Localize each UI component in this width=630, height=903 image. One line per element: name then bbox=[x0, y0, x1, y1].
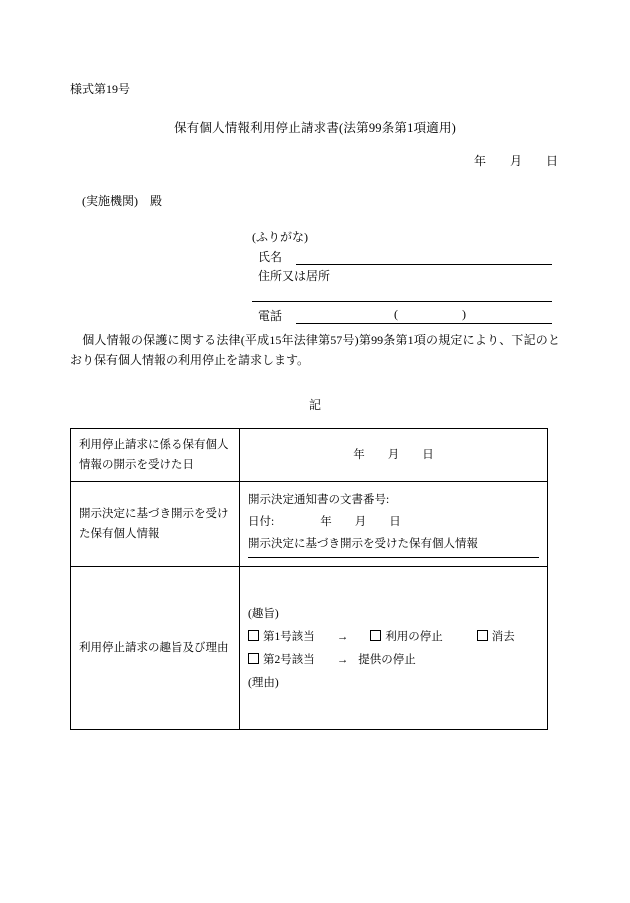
row2-write-rule bbox=[248, 556, 539, 558]
option2-choice1: 提供の停止 bbox=[358, 653, 416, 666]
address-rule bbox=[252, 301, 552, 302]
name-field-row bbox=[252, 248, 552, 267]
page-title: 保有個人情報利用停止請求書(法第99条第1項適用) bbox=[173, 121, 457, 135]
ki-mark: 記 bbox=[308, 398, 321, 412]
table-row bbox=[71, 429, 548, 482]
row2-line3: 開示決定に基づき開示を受けた保有個人情報 bbox=[248, 538, 478, 550]
address-label: 住所又は居所 bbox=[258, 269, 331, 283]
row2-line2: 日付: 年 月 日 bbox=[248, 516, 401, 528]
row1-label: 利用停止請求に係る保有個人情報の開示を受けた日 bbox=[71, 429, 240, 482]
table-row bbox=[71, 482, 548, 567]
row2-label: 開示決定に基づき開示を受けた保有個人情報 bbox=[71, 482, 240, 567]
furigana-label: (ふりがな) bbox=[252, 230, 308, 244]
checkbox-icon[interactable] bbox=[477, 630, 488, 641]
option1-choice2: 消去 bbox=[491, 630, 515, 643]
row3-content bbox=[240, 567, 548, 730]
body-paragraph bbox=[70, 330, 560, 370]
addressee-line: (実施機関) 殿 bbox=[82, 194, 162, 208]
option-row-1 bbox=[248, 627, 539, 647]
checkbox-icon[interactable] bbox=[248, 630, 259, 641]
form-number: 様式第19号 bbox=[70, 82, 131, 96]
shushi-heading: (趣旨) bbox=[248, 607, 279, 620]
body-paragraph-text: 個人情報の保護に関する法律(平成15年法律第57号)第99条第1項の規定により、下記のとおり保有個人情報の利用停止を請求します。 bbox=[70, 333, 560, 367]
applicant-block bbox=[252, 228, 552, 329]
row2-line1: 開示決定通知書の文書番号: bbox=[248, 494, 390, 506]
phone-paren-open: ( bbox=[394, 307, 398, 321]
option2-arrow: → bbox=[336, 653, 349, 666]
row1-value: 年 月 日 bbox=[240, 429, 548, 482]
riyu-heading: (理由) bbox=[248, 676, 279, 689]
phone-rule bbox=[296, 323, 552, 324]
address-field-row bbox=[252, 267, 552, 303]
option1-arrow: → bbox=[336, 630, 349, 643]
checkbox-icon[interactable] bbox=[370, 630, 381, 641]
row2-content bbox=[240, 482, 548, 567]
option1-prefix: 第1号該当 bbox=[263, 630, 315, 643]
phone-field-row bbox=[252, 307, 552, 329]
option2-prefix: 第2号該当 bbox=[263, 653, 315, 666]
table-row bbox=[71, 567, 548, 730]
name-label: 氏名 bbox=[258, 250, 283, 264]
request-table bbox=[70, 428, 548, 730]
option-row-2 bbox=[248, 650, 539, 670]
row3-label: 利用停止請求の趣旨及び理由 bbox=[71, 567, 240, 730]
phone-label: 電話 bbox=[258, 309, 283, 323]
option1-choice1: 利用の停止 bbox=[385, 630, 443, 643]
name-rule bbox=[296, 264, 552, 265]
phone-paren-close: ) bbox=[462, 307, 466, 321]
checkbox-icon[interactable] bbox=[248, 653, 259, 664]
date-line: 年 月 日 bbox=[473, 154, 558, 168]
